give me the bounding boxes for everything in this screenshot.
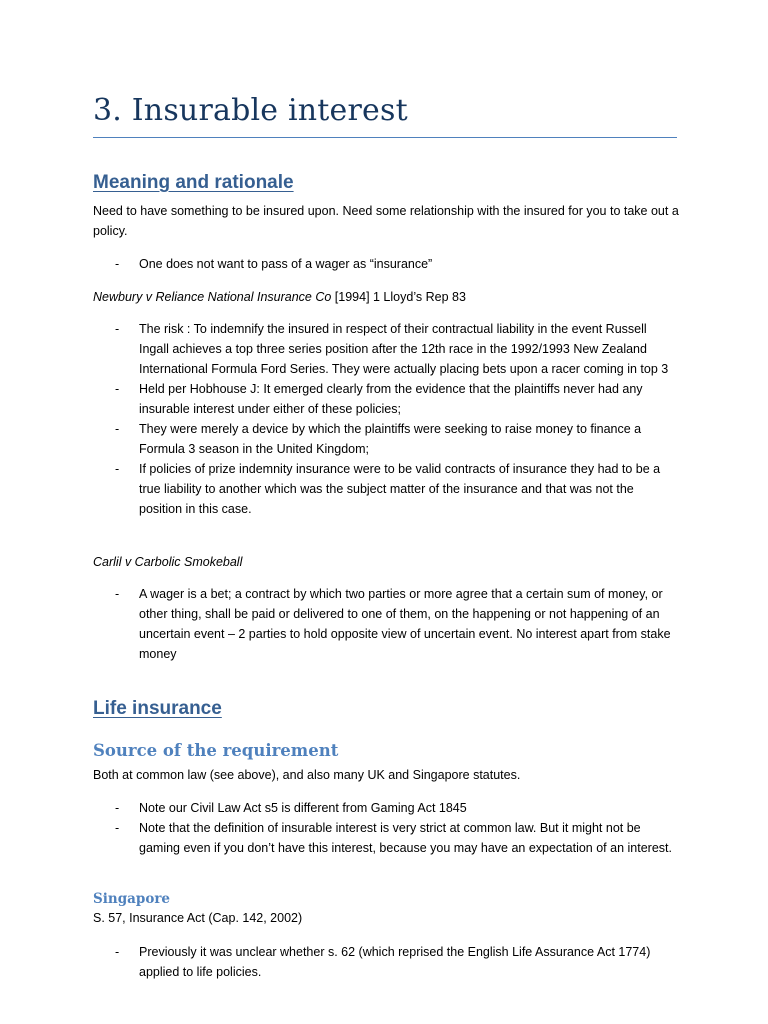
bullet-list-wager-definition — [93, 584, 679, 664]
case-name: Carlil v Carbolic Smokeball — [93, 555, 243, 569]
heading-meaning-and-rationale: Meaning and rationale — [93, 172, 294, 193]
case-name: Newbury v Reliance National Insurance Co — [93, 290, 332, 304]
page-title: 3. Insurable interest — [93, 93, 408, 128]
case-citation-carlil — [93, 552, 679, 572]
subheading-source-of-requirement: Source of the requirement — [93, 741, 339, 760]
dash-marker: - — [115, 801, 120, 815]
list-item — [93, 584, 679, 664]
list-item-text: Note our Civil Law Act s5 is different from Gaming Act 1845 — [139, 801, 467, 815]
dash-marker: - — [115, 422, 120, 436]
dash-marker: - — [115, 462, 120, 476]
dash-marker: - — [115, 382, 120, 396]
heading-life-insurance: Life insurance — [93, 698, 222, 719]
list-item — [93, 254, 679, 274]
bullet-list-newbury — [93, 319, 679, 519]
list-item — [93, 319, 679, 379]
list-item-text: Note that the definition of insurable interest is very strict at common law. But it might not be gaming even if you don’t have this interest, because you may have an expectation of an interest. — [139, 821, 672, 855]
list-item — [93, 419, 679, 459]
dash-marker: - — [115, 945, 120, 959]
list-item — [93, 798, 679, 818]
paragraph-meaning-intro: Need to have something to be insured upon. Need some relationship with the insured for you to take out a policy. — [93, 204, 679, 238]
paragraph-life-intro: Both at common law (see above), and also many UK and Singapore statutes. — [93, 768, 521, 782]
list-item-text: One does not want to pass of a wager as “insurance” — [139, 257, 433, 271]
list-item — [93, 459, 679, 519]
bullet-list-wager — [93, 254, 679, 274]
list-item-text: Held per Hobhouse J: It emerged clearly from the evidence that the plaintiffs never had any insurable interest under either of these policies; — [139, 382, 643, 416]
bullet-list-life — [93, 798, 679, 858]
case-reference: [1994] 1 Lloyd’s Rep 83 — [331, 290, 466, 304]
statute-reference: S. 57, Insurance Act (Cap. 142, 2002) — [93, 911, 303, 925]
list-item — [93, 818, 679, 858]
dash-marker: - — [115, 587, 120, 601]
list-item-text: They were merely a device by which the plaintiffs were seeking to raise money to finance a Formula 3 season in the United Kingdom; — [139, 422, 642, 456]
title-divider — [93, 137, 677, 138]
list-item — [93, 942, 679, 982]
dash-marker: - — [115, 257, 120, 271]
dash-marker: - — [115, 322, 120, 336]
case-citation-newbury — [93, 287, 679, 307]
dash-marker: - — [115, 821, 120, 835]
subheading-singapore: Singapore — [93, 891, 171, 907]
list-item-text: The risk : To indemnify the insured in respect of their contractual liability in the event Russell Ingall achieves a top three series position after the 12th race in the 1992/1993 New Zealand International Formula Ford Series. They were actually placing bets upon a racer coming in top 3 — [139, 322, 669, 376]
list-item-text: A wager is a bet; a contract by which two parties or more agree that a certain sum of money, or other thing, shall be paid or delivered to one of them, on the happening or not happening of an uncertain event – 2 parties to hold opposite view of uncertain event. No interest apart from stake money — [139, 587, 671, 661]
list-item-text: If policies of prize indemnity insurance were to be valid contracts of insurance they had to be a true liability to another which was the subject matter of the insurance and that was not the position in this case. — [139, 462, 661, 516]
bullet-list-singapore — [93, 942, 679, 982]
list-item-text: Previously it was unclear whether s. 62 (which reprised the English Life Assurance Act 1774) applied to life policies. — [139, 945, 651, 979]
list-item — [93, 379, 679, 419]
